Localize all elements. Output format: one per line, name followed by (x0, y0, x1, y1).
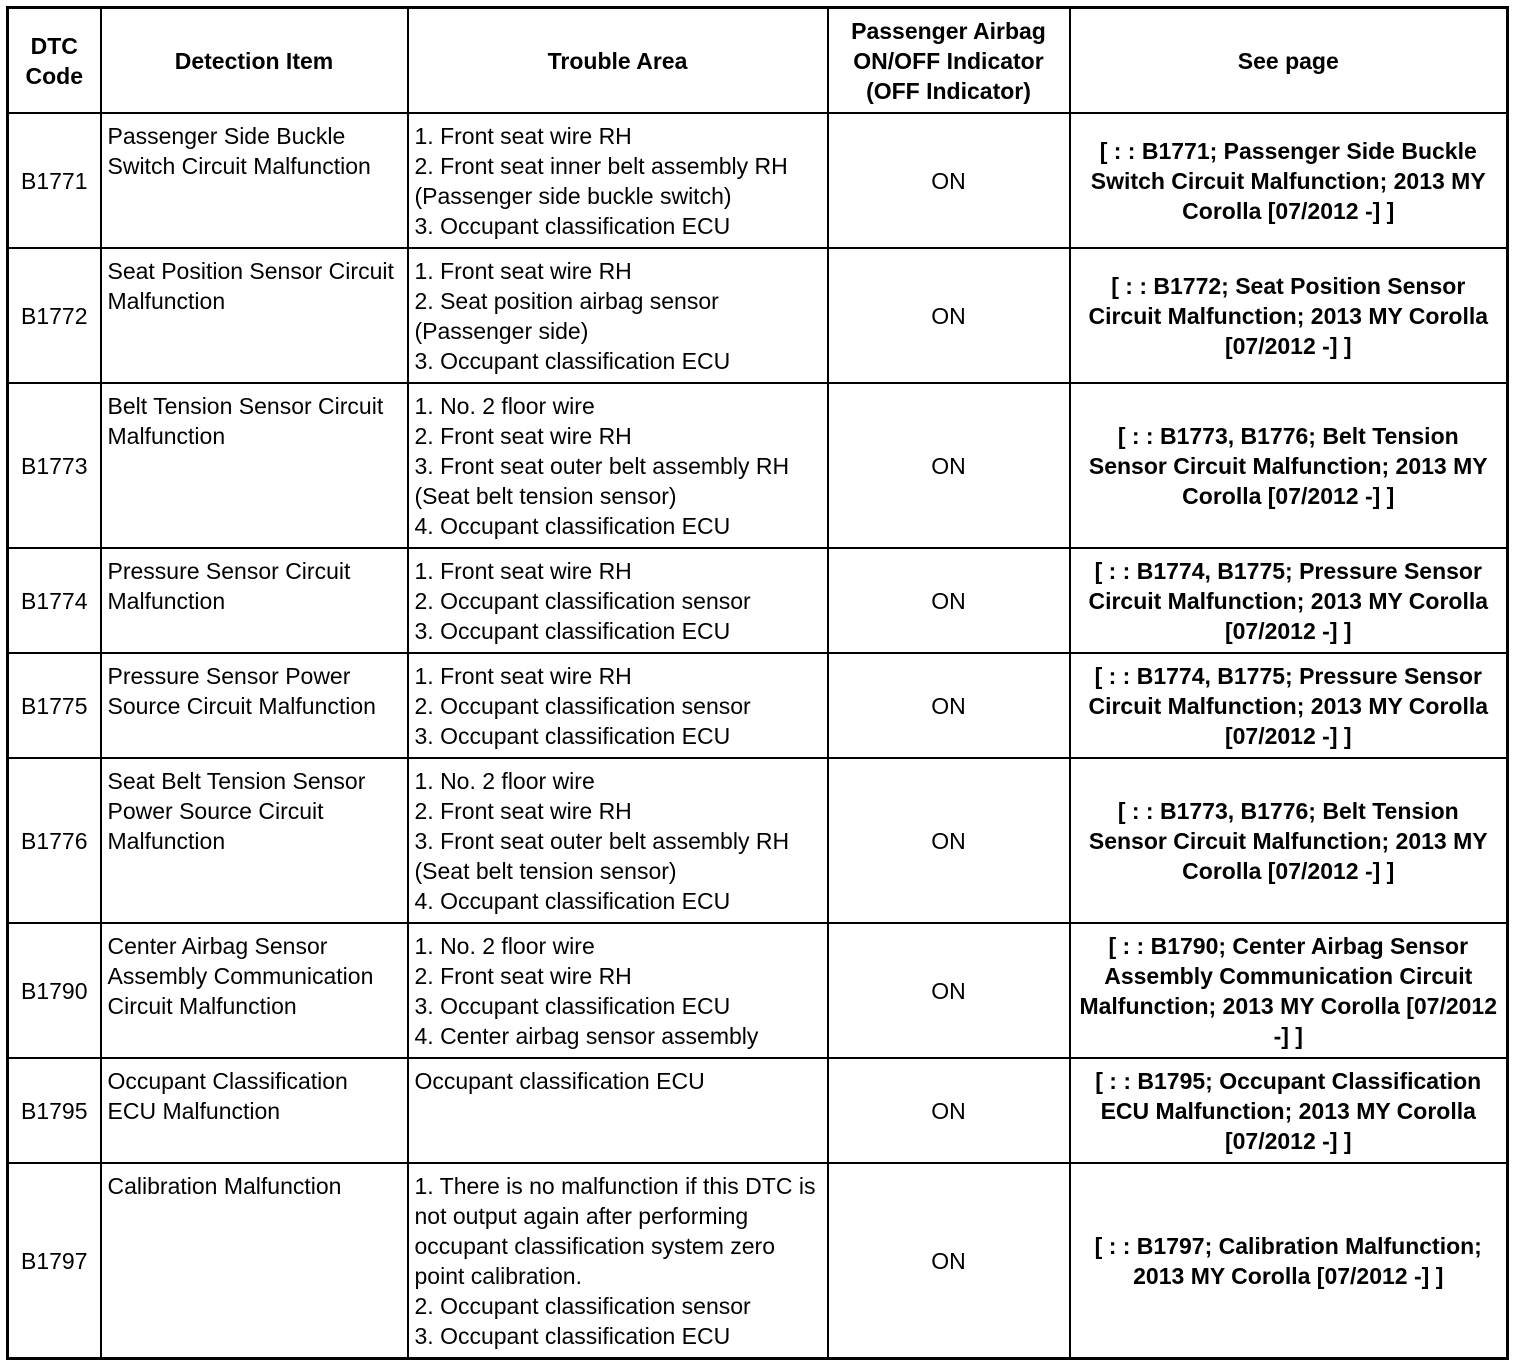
trouble-area-cell (408, 548, 828, 653)
see-page-link[interactable]: [ : : B1790; Center Airbag Sensor Assembly Communication Circuit Malfunction; 2013 MY Corolla [07/2012 -] ] (1070, 923, 1508, 1058)
trouble-area-line: 3. Occupant classification ECU (414, 1323, 731, 1349)
trouble-area-line: 2. Occupant classification sensor (414, 693, 751, 719)
table-row (8, 248, 1508, 383)
trouble-area-line: 2. Seat position airbag sensor (Passenger side) (414, 288, 726, 344)
detection-item-cell: Calibration Malfunction (101, 1163, 408, 1359)
trouble-area-line: 4. Occupant classification ECU (414, 513, 731, 539)
header-trouble-area: Trouble Area (408, 8, 828, 114)
detection-item-cell: Belt Tension Sensor Circuit Malfunction (101, 383, 408, 548)
trouble-area-line: 1. There is no malfunction if this DTC is not output again after performing occupant classification system zero point calibration. (414, 1173, 822, 1289)
indicator-cell: ON (828, 758, 1070, 923)
dtc-code-cell: B1795 (8, 1058, 101, 1163)
indicator-cell: ON (828, 383, 1070, 548)
dtc-code-cell: B1771 (8, 113, 101, 248)
trouble-area-cell (408, 383, 828, 548)
trouble-area-line: 3. Occupant classification ECU (414, 348, 731, 374)
header-indicator: Passenger Airbag ON/OFF Indicator (OFF Indicator) (828, 8, 1070, 114)
see-page-link[interactable]: [ : : B1773, B1776; Belt Tension Sensor Circuit Malfunction; 2013 MY Corolla [07/2012 -] ] (1070, 758, 1508, 923)
dtc-code-cell: B1772 (8, 248, 101, 383)
see-page-link[interactable]: [ : : B1771; Passenger Side Buckle Switch Circuit Malfunction; 2013 MY Corolla [07/2012 -] ] (1070, 113, 1508, 248)
table-body (8, 113, 1508, 1359)
trouble-area-line: 1. Front seat wire RH (414, 663, 632, 689)
detection-item-cell: Passenger Side Buckle Switch Circuit Malfunction (101, 113, 408, 248)
see-page-link[interactable]: [ : : B1795; Occupant Classification ECU Malfunction; 2013 MY Corolla [07/2012 -] ] (1070, 1058, 1508, 1163)
trouble-area-line: 2. Front seat wire RH (414, 963, 632, 989)
dtc-code-cell: B1776 (8, 758, 101, 923)
indicator-cell: ON (828, 548, 1070, 653)
detection-item-cell: Seat Position Sensor Circuit Malfunction (101, 248, 408, 383)
trouble-area-line: 2. Front seat wire RH (414, 798, 632, 824)
trouble-area-cell (408, 248, 828, 383)
dtc-code-cell: B1790 (8, 923, 101, 1058)
trouble-area-line: 1. No. 2 floor wire (414, 768, 595, 794)
trouble-area-line: 1. Front seat wire RH (414, 558, 632, 584)
trouble-area-line: 4. Occupant classification ECU (414, 888, 731, 914)
header-see-page: See page (1070, 8, 1508, 114)
trouble-area-line: 3. Occupant classification ECU (414, 723, 731, 749)
trouble-area-cell (408, 1058, 828, 1163)
trouble-area-line: Occupant classification ECU (414, 1068, 705, 1094)
trouble-area-line: 2. Front seat inner belt assembly RH (Passenger side buckle switch) (414, 153, 795, 209)
see-page-link[interactable]: [ : : B1774, B1775; Pressure Sensor Circuit Malfunction; 2013 MY Corolla [07/2012 -] ] (1070, 653, 1508, 758)
trouble-area-line: 3. Front seat outer belt assembly RH (Seat belt tension sensor) (414, 453, 796, 509)
table-row (8, 758, 1508, 923)
table-row (8, 1163, 1508, 1359)
trouble-area-line: 2. Front seat wire RH (414, 423, 632, 449)
trouble-area-line: 3. Occupant classification ECU (414, 993, 731, 1019)
trouble-area-line: 1. No. 2 floor wire (414, 393, 595, 419)
trouble-area-line: 2. Occupant classification sensor (414, 1293, 751, 1319)
see-page-link[interactable]: [ : : B1797; Calibration Malfunction; 2013 MY Corolla [07/2012 -] ] (1070, 1163, 1508, 1359)
trouble-area-line: 1. No. 2 floor wire (414, 933, 595, 959)
indicator-cell: ON (828, 1163, 1070, 1359)
dtc-code-cell: B1774 (8, 548, 101, 653)
trouble-area-line: 2. Occupant classification sensor (414, 588, 751, 614)
trouble-area-line: 4. Center airbag sensor assembly (414, 1023, 759, 1049)
detection-item-cell: Occupant Classification ECU Malfunction (101, 1058, 408, 1163)
indicator-cell: ON (828, 113, 1070, 248)
detection-item-cell: Pressure Sensor Circuit Malfunction (101, 548, 408, 653)
trouble-area-line: 1. Front seat wire RH (414, 258, 632, 284)
trouble-area-cell (408, 113, 828, 248)
table-row (8, 923, 1508, 1058)
trouble-area-cell (408, 1163, 828, 1359)
trouble-area-cell (408, 923, 828, 1058)
table-row (8, 113, 1508, 248)
trouble-area-line: 3. Occupant classification ECU (414, 213, 731, 239)
header-detection-item: Detection Item (101, 8, 408, 114)
table-row (8, 548, 1508, 653)
table-row (8, 1058, 1508, 1163)
dtc-code-cell: B1773 (8, 383, 101, 548)
indicator-cell: ON (828, 653, 1070, 758)
trouble-area-cell (408, 653, 828, 758)
indicator-cell: ON (828, 1058, 1070, 1163)
detection-item-cell: Pressure Sensor Power Source Circuit Malfunction (101, 653, 408, 758)
trouble-area-line: 3. Front seat outer belt assembly RH (Seat belt tension sensor) (414, 828, 796, 884)
dtc-table-container (6, 6, 1509, 1360)
dtc-code-cell: B1775 (8, 653, 101, 758)
table-row (8, 653, 1508, 758)
detection-item-cell: Center Airbag Sensor Assembly Communication Circuit Malfunction (101, 923, 408, 1058)
header-dtc-code: DTC Code (8, 8, 101, 114)
indicator-cell: ON (828, 923, 1070, 1058)
see-page-link[interactable]: [ : : B1772; Seat Position Sensor Circuit Malfunction; 2013 MY Corolla [07/2012 -] ] (1070, 248, 1508, 383)
trouble-area-cell (408, 758, 828, 923)
see-page-link[interactable]: [ : : B1773, B1776; Belt Tension Sensor Circuit Malfunction; 2013 MY Corolla [07/2012 -] ] (1070, 383, 1508, 548)
trouble-area-line: 3. Occupant classification ECU (414, 618, 731, 644)
see-page-link[interactable]: [ : : B1774, B1775; Pressure Sensor Circuit Malfunction; 2013 MY Corolla [07/2012 -] ] (1070, 548, 1508, 653)
dtc-code-cell: B1797 (8, 1163, 101, 1359)
dtc-table (6, 6, 1509, 1360)
table-row (8, 383, 1508, 548)
detection-item-cell: Seat Belt Tension Sensor Power Source Circuit Malfunction (101, 758, 408, 923)
trouble-area-line: 1. Front seat wire RH (414, 123, 632, 149)
header-row (8, 8, 1508, 114)
indicator-cell: ON (828, 248, 1070, 383)
